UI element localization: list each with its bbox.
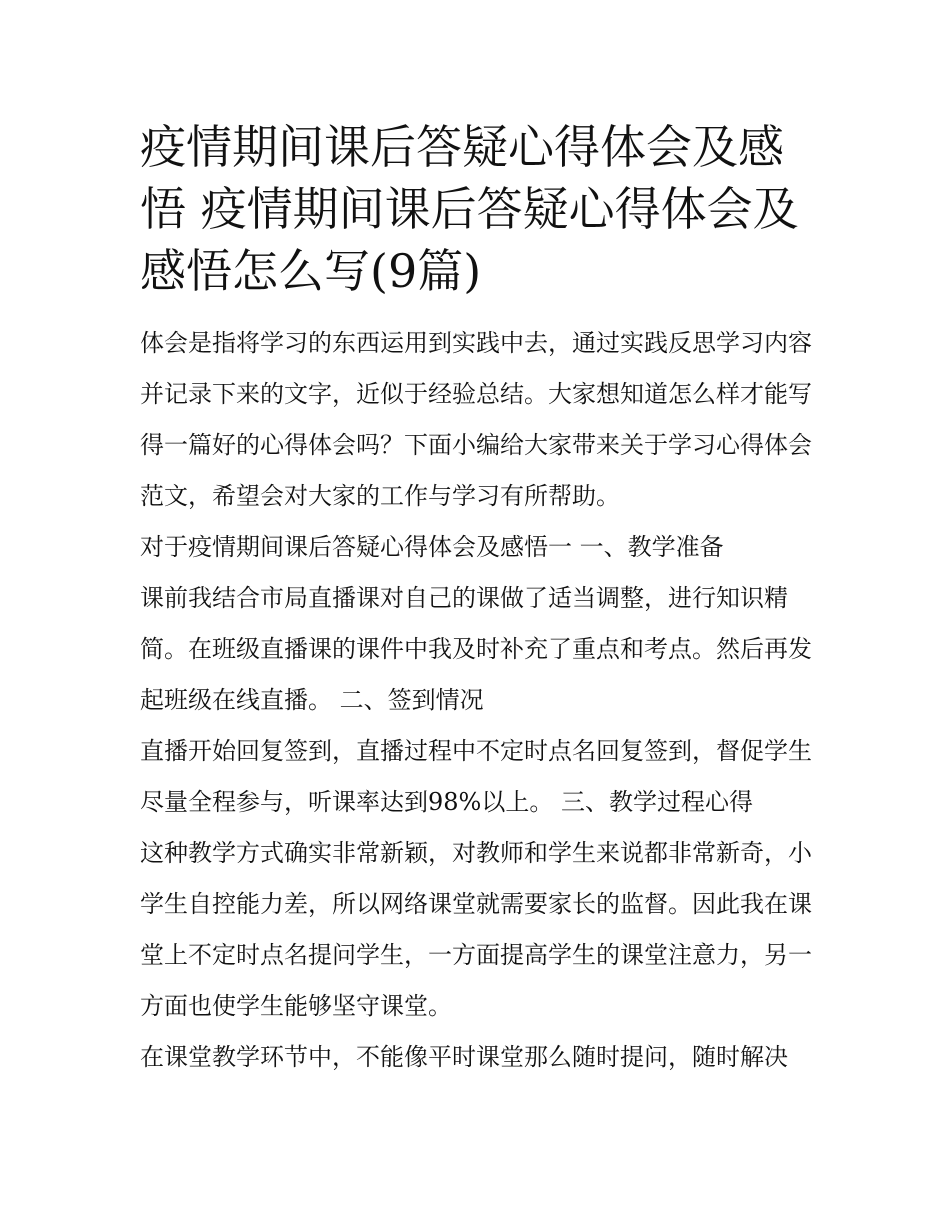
document-title — [140, 116, 812, 302]
paragraph-section-1-heading: 对于疫情期间课后答疑心得体会及感悟一 一、教学准备 — [140, 533, 724, 561]
document-body — [140, 318, 812, 1083]
paragraph-classroom-segment: 在课堂教学环节中，不能像平时课堂那么随时提问，随时解决 — [140, 1043, 788, 1071]
paragraph-sign-in: 直播开始回复签到，直播过程中不定时点名回复签到，督促学生尽量全程参与，听课率达到98%以上。 三、教学过程心得 — [140, 737, 812, 816]
paragraph-teaching-preparation: 课前我结合市局直播课对自己的课做了适当调整，进行知识精简。在班级直播课的课件中我及时补充了重点和考点。然后再发起班级在线直播。 二、签到情况 — [140, 584, 812, 714]
paragraph-teaching-process: 这种教学方式确实非常新颖，对教师和学生来说都非常新奇，小学生自控能力差，所以网络课堂就需要家长的监督。因此我在课堂上不定时点名提问学生，一方面提高学生的课堂注意力，另一方面也使学生能够坚守课堂。 — [140, 839, 812, 1020]
document-content — [140, 116, 812, 1083]
document-title-text: 疫情期间课后答疑心得体会及感悟 疫情期间课后答疑心得体会及感悟怎么写(9篇) — [140, 120, 799, 298]
paragraph-intro: 体会是指将学习的东西运用到实践中去，通过实践反思学习内容并记录下来的文字，近似于经验总结。大家想知道怎么样才能写得一篇好的心得体会吗？下面小编给大家带来关于学习心得体会范文，希望会对大家的工作与学习有所帮助。 — [140, 329, 812, 510]
